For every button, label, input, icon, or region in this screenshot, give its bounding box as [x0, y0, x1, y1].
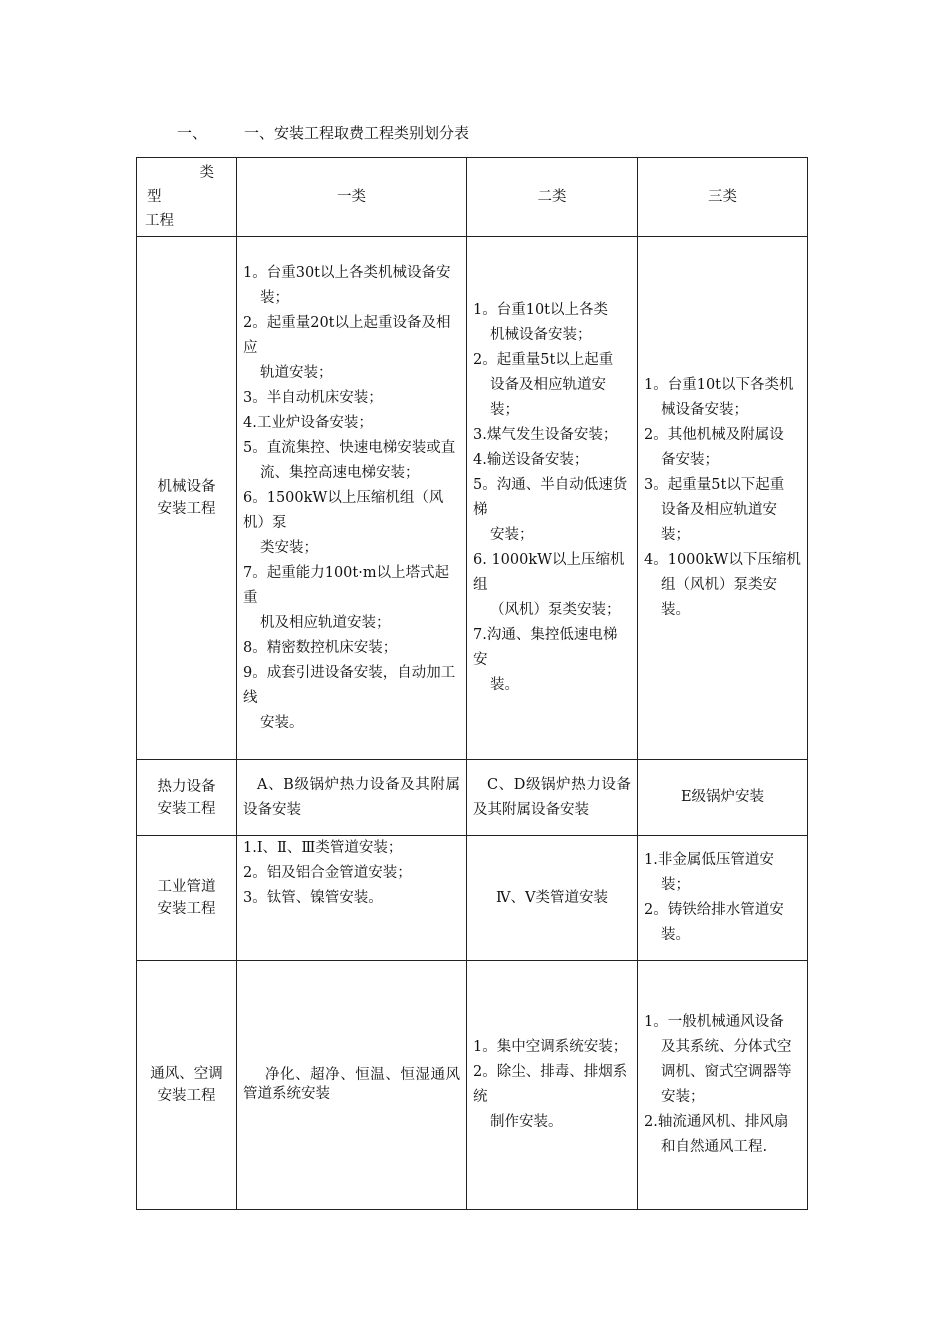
list-item: 4。1000kW以下压缩机 [644, 552, 801, 568]
mechanical-class2-cell [467, 237, 638, 760]
list-item: 1。台重30t以上各类机械设备安 [243, 264, 451, 281]
list-item: 1。台重10t以上各类 [473, 302, 609, 318]
row-label-line: 安装工程 [157, 1088, 216, 1104]
ventilation-class3-cell [638, 961, 808, 1210]
row-label-mechanical [137, 237, 237, 760]
list-item: 设备及相应轨道安装； [661, 502, 777, 543]
list-item: 装； [661, 877, 690, 893]
list-item: 类安装； [260, 539, 318, 556]
row-label-line: 通风、空调 [150, 1066, 223, 1082]
row-label-line: 热力设备 [157, 778, 216, 795]
row-label-line: 安装工程 [157, 800, 216, 817]
list-item: 机及相应轨道安装； [260, 614, 391, 631]
list-item: 机械设备安装； [490, 327, 592, 343]
list-item: 2。其他机械及附属设 [644, 427, 784, 443]
classification-table [136, 157, 808, 1210]
table-row [137, 836, 808, 961]
title-text: 一、安装工程取费工程类别划分表 [244, 124, 470, 142]
row-label-ventilation [137, 961, 237, 1210]
list-item: 5。直流集控、快速电梯安装或直 [243, 439, 456, 456]
list-item: 装。 [490, 677, 519, 693]
row-label-thermal [137, 760, 237, 836]
list-item: 1。集中空调系统安装； [473, 1039, 628, 1055]
list-item: 6. 1000kW以上压缩机组 [473, 552, 625, 593]
corner-label-type2: 型 [147, 189, 162, 205]
mechanical-class1-cell [237, 237, 467, 760]
corner-label-project: 工程 [145, 213, 174, 229]
thermal-class3-cell: E级锅炉安装 [638, 760, 808, 836]
list-item: 5。沟通、半自动低速货梯 [473, 477, 628, 518]
list-item: 安装。 [260, 714, 304, 731]
list-item: 2。铝及铝合金管道安装； [243, 865, 412, 881]
list-item: 安装； [490, 527, 534, 543]
list-item: 2.轴流通风机、排风扇 [644, 1114, 789, 1130]
pipeline-class3-cell [638, 836, 808, 961]
row-label-line: 工业管道 [157, 879, 216, 895]
ventilation-class2-cell [467, 961, 638, 1210]
list-item: 械设备安装； [661, 402, 748, 418]
row-label-line: 机械设备 [157, 479, 216, 495]
document-title [0, 122, 950, 146]
table-row [137, 760, 808, 836]
list-item: 3.煤气发生设备安装； [473, 427, 618, 443]
list-item: 7.沟通、集控低速电梯安 [473, 627, 618, 668]
header-corner-cell [137, 158, 237, 237]
thermal-class2-cell: C、D级锅炉热力设备及其附属设备安装 [467, 760, 638, 836]
row-label-line: 安装工程 [157, 501, 216, 517]
corner-label-type1: 类 [199, 165, 214, 181]
header-row [137, 158, 808, 237]
table-row [137, 237, 808, 760]
list-item: 3。钛管、镍管安装。 [243, 890, 383, 906]
list-item: 和自然通风工程. [661, 1139, 768, 1155]
list-item: 调机、窗式空调器等 [661, 1064, 792, 1080]
list-item: 轨道安装； [260, 364, 333, 381]
list-item: 及其系统、分体式空 [661, 1039, 792, 1055]
list-item: 7。起重能力100t·m以上塔式起重 [243, 564, 450, 606]
list-item: 9。成套引进设备安装，自动加工线 [243, 664, 456, 706]
pipeline-class2-cell: Ⅳ、Ⅴ类管道安装 [467, 836, 638, 961]
title-number: 一、 [177, 124, 208, 142]
list-item: 制作安装。 [490, 1114, 563, 1130]
list-item: 安装； [661, 1089, 705, 1105]
list-item: 3。起重量5t以下起重 [644, 477, 785, 493]
list-item: 备安装； [661, 452, 719, 468]
list-item: 4.输送设备安装； [473, 452, 589, 468]
list-item: 8。精密数控机床安装； [243, 639, 398, 656]
list-item: 3。半自动机床安装； [243, 389, 383, 406]
header-class2: 二类 [467, 158, 638, 237]
list-item: 1.非金属低压管道安 [644, 852, 774, 868]
list-item: 2。铸铁给排水管道安 [644, 902, 784, 918]
list-item: 装； [260, 289, 289, 306]
list-item: 6。1500kW以上压缩机组（风机）泵 [243, 489, 444, 531]
list-item: 组（风机）泵类安装。 [661, 577, 777, 618]
list-item: 1。一般机械通风设备 [644, 1014, 784, 1030]
pipeline-class1-cell [237, 836, 467, 961]
list-item: 2。起重量20t以上起重设备及相应 [243, 314, 451, 356]
list-item: 设备及相应轨道安装； [490, 377, 606, 418]
header-class3: 三类 [638, 158, 808, 237]
list-item: 1。台重10t以下各类机 [644, 377, 794, 393]
list-item: 1.Ⅰ、Ⅱ、Ⅲ类管道安装； [243, 840, 403, 856]
list-item: （风机）泵类安装； [490, 602, 621, 618]
list-item: 4.工业炉设备安装； [243, 414, 373, 431]
table-row [137, 961, 808, 1210]
thermal-class1-cell: A、B级锅炉热力设备及其附属设备安装 [237, 760, 467, 836]
row-label-line: 安装工程 [157, 901, 216, 917]
row-label-pipeline [137, 836, 237, 961]
list-item: 装。 [661, 927, 690, 943]
header-class1: 一类 [237, 158, 467, 237]
list-item: 2。起重量5t以上起重 [473, 352, 614, 368]
mechanical-class3-cell [638, 237, 808, 760]
list-item: 2。除尘、排毒、排烟系统 [473, 1064, 628, 1105]
list-item: 流、集控高速电梯安装； [260, 464, 420, 481]
ventilation-class1-cell: 净化、超净、恒温、恒湿通风管道系统安装 [237, 961, 467, 1210]
